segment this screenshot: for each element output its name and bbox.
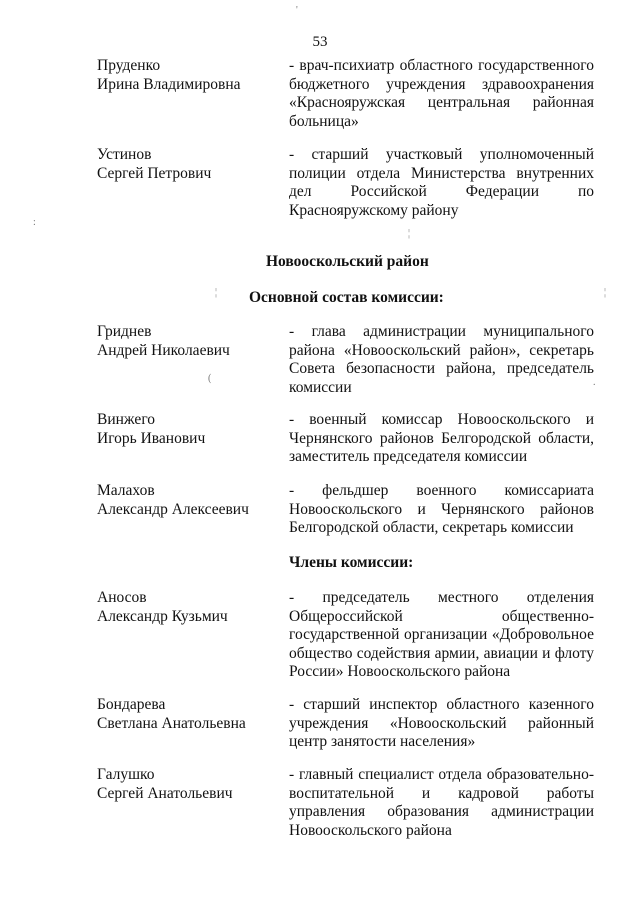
surname: Галушко: [97, 766, 155, 783]
given-names: Александр Кузьмич: [97, 607, 228, 625]
given-names: Светлана Анатольевна: [97, 714, 246, 732]
person-name: [97, 57, 287, 94]
given-names: Игорь Иванович: [97, 429, 206, 447]
person-name: [97, 411, 287, 448]
page-number: 53: [312, 34, 328, 50]
person-role: - глава администрации муниципального района «Новооскольский район», секретарь Совета безопасности района, председатель комиссии: [289, 323, 594, 396]
members-heading: Члены комиссии:: [289, 554, 414, 571]
scan-speck: :: [33, 217, 36, 228]
given-names: Сергей Петрович: [97, 164, 212, 182]
surname: Бондарева: [97, 696, 166, 713]
surname: Малахов: [97, 482, 155, 499]
person-name: [97, 766, 287, 803]
surname: Устинов: [97, 146, 152, 163]
scan-speck: ¦: [215, 287, 218, 298]
scan-speck: ': [296, 5, 298, 16]
surname: Гриднев: [97, 323, 152, 340]
person-role: - врач-психиатр областного государственного бюджетного учреждения здравоохранения «Краснояружская центральная районная больница»: [289, 57, 594, 130]
scan-speck: (: [208, 373, 212, 384]
scan-speck: ¦: [408, 228, 411, 239]
person-name: [97, 589, 287, 626]
given-names: Андрей Николаевич: [97, 341, 230, 359]
scan-speck: ¦: [604, 287, 607, 298]
person-name: [97, 696, 287, 733]
person-name: [97, 146, 287, 183]
district-heading: Новооскольский район: [266, 253, 429, 270]
person-role: - старший участковый уполномоченный полиции отдела Министерства внутренних дел Российской Федерации по Краснояружскому району: [289, 146, 594, 219]
surname: Пруденко: [97, 57, 161, 74]
given-names: Ирина Владимировна: [97, 75, 241, 93]
main-composition-heading: Основной состав комиссии:: [249, 289, 444, 306]
person-role: - фельдшер военного комиссариата Новооскольского и Чернянского районов Белгородской области, секретарь комиссии: [289, 482, 594, 537]
given-names: Александр Алексеевич: [97, 500, 249, 518]
scan-speck: .: [593, 377, 596, 388]
person-name: [97, 323, 287, 360]
person-role: - старший инспектор областного казенного учреждения «Новооскольский районный центр занятости населения»: [289, 696, 594, 751]
surname: Аносов: [97, 589, 147, 606]
person-name: [97, 482, 287, 519]
person-role: - председатель местного отделения Общероссийской общественно-государственной организации «Добровольное общество содействия армии, авиации и флоту России» Новооскольского района: [289, 589, 594, 681]
given-names: Сергей Анатольевич: [97, 784, 233, 802]
person-role: - военный комиссар Новооскольского и Чернянского районов Белгородской области, заместитель председателя комиссии: [289, 411, 594, 466]
surname: Винжего: [97, 411, 156, 428]
person-role: - главный специалист отдела образовательно-воспитательной и кадровой работы управления образования администрации Новооскольского района: [289, 766, 594, 839]
